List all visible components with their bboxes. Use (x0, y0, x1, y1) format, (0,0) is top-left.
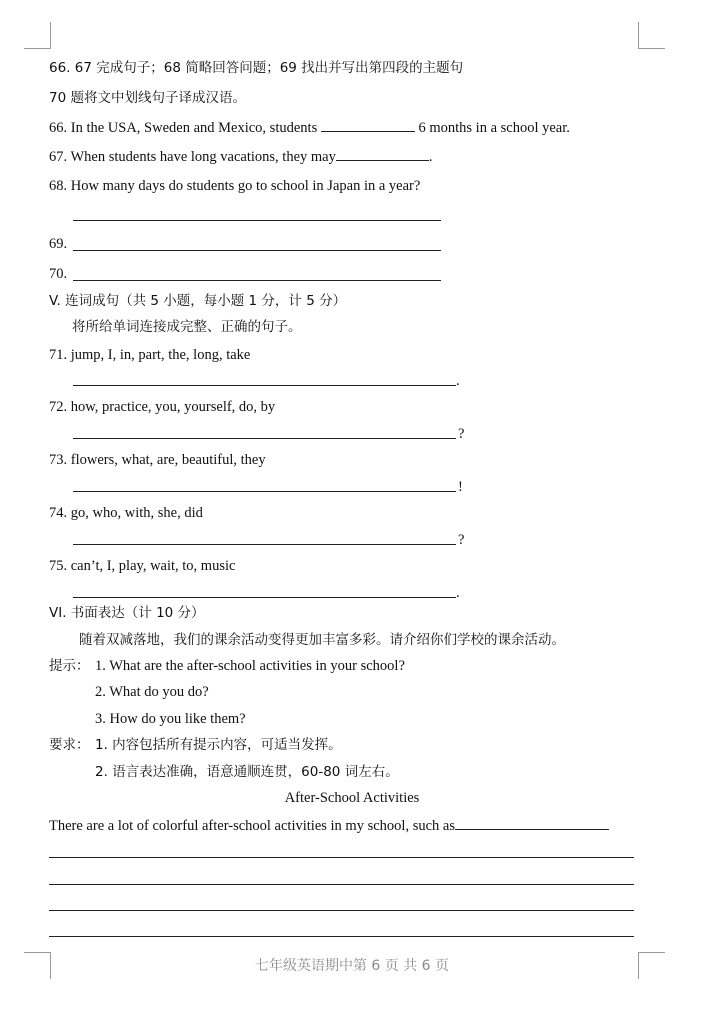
essay-first-line (49, 815, 609, 836)
writing-prompt: 随着双减落地，我们的课余活动变得更加丰富多彩。请介绍你们学校的课余活动。 (79, 632, 565, 648)
essay-start-text: There are a lot of colorful after-school activities in my school, such as (49, 818, 455, 834)
question-70-number: 70. (49, 266, 68, 282)
question-74: 74. go, who, with, she, did (49, 505, 203, 521)
essay-line-4[interactable] (49, 910, 634, 911)
question-72: 72. how, practice, you, yourself, do, by (49, 399, 276, 415)
hint-1: 1. What are the after-school activities in your school? (95, 658, 405, 674)
section-6-title: VI. 书面表达（计 10 分） (49, 605, 205, 621)
section-5-title: V. 连词成句（共 5 小题，每小题 1 分，计 5 分） (49, 293, 347, 309)
answer-line-72[interactable] (73, 438, 456, 439)
question-75: 75. can’t, I, play, wait, to, music (49, 558, 236, 574)
crop-mark-top-right (638, 22, 665, 49)
question-72-end-mark: ? (458, 426, 465, 442)
question-71-end-mark: . (456, 373, 460, 389)
question-71: 71. jump, I, in, part, the, long, take (49, 347, 251, 363)
answer-blank-66[interactable] (321, 117, 415, 132)
question-66-text: 66. In the USA, Sweden and Mexico, students (49, 120, 318, 136)
question-68: 68. How many days do students go to school in Japan in a year? (49, 178, 421, 194)
question-73: 73. flowers, what, are, beautiful, they (49, 452, 266, 468)
answer-line-75[interactable] (73, 597, 456, 598)
page-footer: 七年级英语期中第 6 页 共 6 页 (254, 958, 450, 974)
question-75-end-mark: . (456, 585, 460, 601)
question-66 (49, 117, 570, 138)
answer-blank-67[interactable] (336, 146, 429, 161)
essay-blank-1[interactable] (455, 815, 609, 830)
requirement-2: 2. 语言表达准确，语意通顺连贯，60-80 词左右。 (95, 764, 399, 780)
question-73-end-mark: ! (458, 479, 463, 495)
answer-line-73[interactable] (73, 491, 456, 492)
hint-2: 2. What do you do? (95, 684, 209, 700)
question-67 (49, 146, 432, 167)
requirements-label: 要求： (49, 737, 90, 753)
requirement-1: 1. 内容包括所有提示内容，可适当发挥。 (95, 737, 342, 753)
answer-line-74[interactable] (73, 544, 456, 545)
answer-line-69[interactable] (73, 250, 441, 251)
essay-line-3[interactable] (49, 884, 634, 885)
essay-line-2[interactable] (49, 857, 634, 858)
question-67-end: . (428, 149, 433, 165)
instruction-line-2: 70 题将文中划线句子译成汉语。 (49, 90, 246, 106)
question-69-number: 69. (49, 236, 68, 252)
question-74-end-mark: ? (458, 532, 465, 548)
hints-label: 提示： (49, 658, 90, 674)
crop-mark-top-left (24, 22, 51, 49)
essay-title: After-School Activities (284, 790, 420, 806)
answer-line-70[interactable] (73, 280, 441, 281)
section-5-instruction: 将所给单词连接成完整、正确的句子。 (72, 319, 302, 335)
hint-3: 3. How do you like them? (95, 711, 246, 727)
question-67-text: 67. When students have long vacations, they may (49, 149, 336, 165)
instruction-line-1: 66. 67 完成句子；68 简略回答问题；69 找出并写出第四段的主题句 (49, 60, 464, 76)
answer-line-68[interactable] (73, 220, 441, 221)
essay-line-5[interactable] (49, 936, 634, 937)
answer-line-71[interactable] (73, 385, 456, 386)
question-66-tail: 6 months in a school year. (418, 120, 570, 136)
